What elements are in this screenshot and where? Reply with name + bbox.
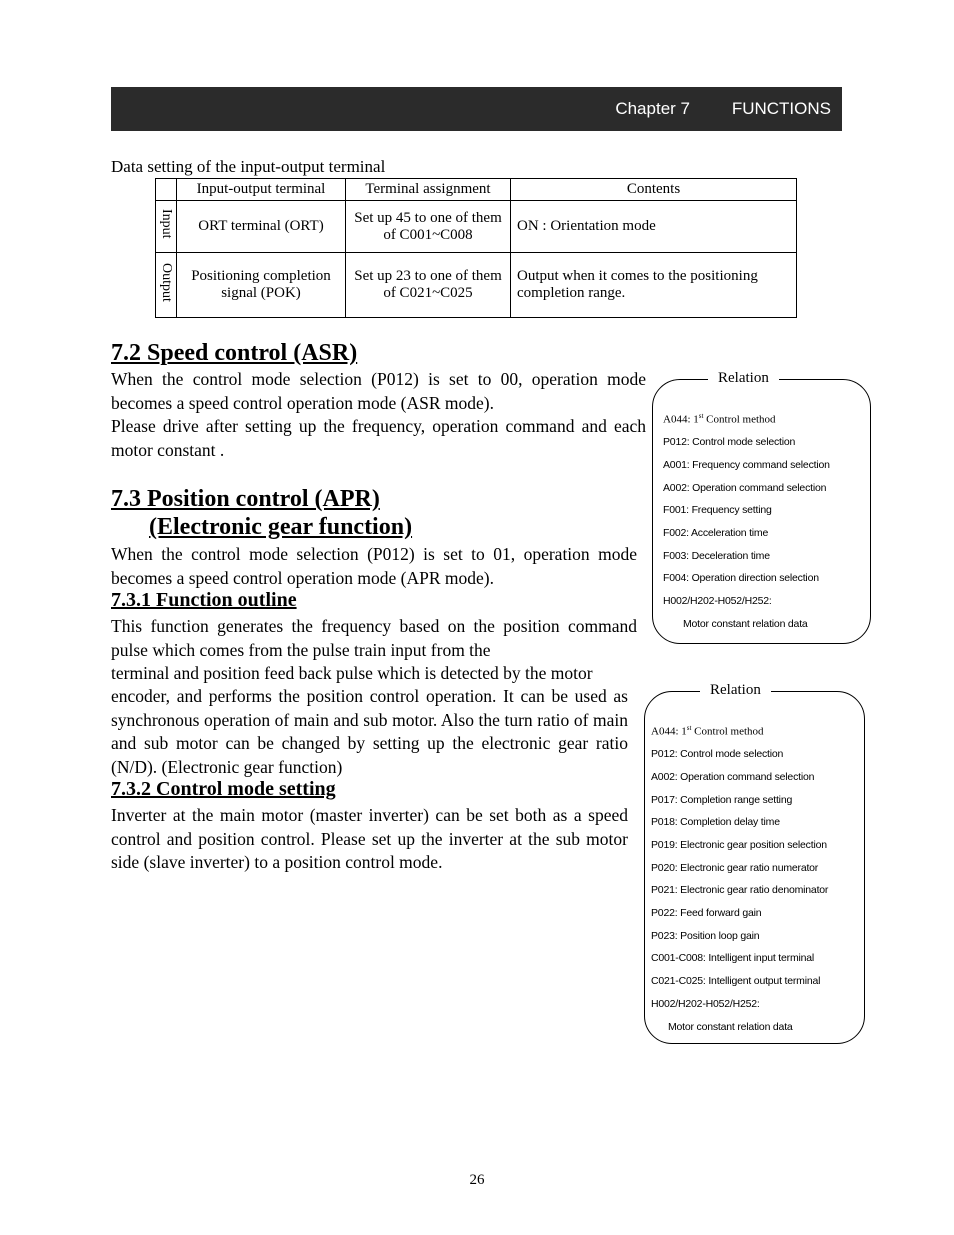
relation-title: Relation	[700, 682, 771, 699]
relation-item: A002: Operation command selection	[651, 771, 815, 783]
row-terminal: ORT terminal (ORT)	[177, 201, 346, 253]
relation-item: P012: Control mode selection	[651, 748, 784, 760]
header-contents: Contents	[511, 179, 797, 201]
relation-item: P017: Completion range setting	[651, 794, 793, 806]
heading-7-3-sub: (Electronic gear function)	[149, 514, 413, 540]
para-7-3-1-line3: terminal and position feed back pulse which is detected by the motor	[111, 663, 593, 683]
table-row	[156, 201, 797, 253]
relation-item: P019: Electronic gear position selection	[651, 839, 827, 851]
table-caption: Data setting of the input-output terminal	[111, 157, 386, 176]
page-number: 26	[469, 1172, 485, 1188]
relation-title: Relation	[708, 370, 779, 387]
relation-item: C021-C025: Intelligent output terminal	[651, 975, 821, 987]
row-assignment: Set up 23 to one of them of C021~C025	[346, 253, 511, 318]
row-side-label: Input	[156, 201, 177, 253]
relation-control-method: A044: 1st Control method	[663, 412, 776, 426]
relation-item: Motor constant relation data	[683, 618, 808, 630]
heading-7-3-2: 7.3.2 Control mode setting	[111, 778, 336, 800]
para-7-3-1-a: This function generates the frequency based on the position command pulse which comes from the pulse train input from the	[111, 616, 637, 660]
table-row	[156, 253, 797, 318]
relation-item: C001-C008: Intelligent input terminal	[651, 952, 815, 964]
relation-item: H002/H202-H052/H252:	[651, 998, 760, 1010]
chapter-header	[111, 87, 842, 131]
row-contents: ON : Orientation mode	[511, 201, 797, 253]
table-corner	[156, 179, 177, 201]
relation-item: F004: Operation direction selection	[663, 572, 819, 584]
relation-control-method: A044: 1st Control method	[651, 724, 764, 738]
relation-item: H002/H202-H052/H252:	[663, 595, 772, 607]
relation-item: P020: Electronic gear ratio numerator	[651, 862, 819, 874]
para-7-3-1-b: encoder, and performs the position control operation. It can be used as synchronous operation of main and sub motor. Also the turn ratio of main and sub motor can be changed by setting up the electronic gear ratio (N/D). (Electronic gear function)	[111, 686, 628, 777]
relation-item: P018: Completion delay time	[651, 816, 780, 828]
relation-item: Motor constant relation data	[668, 1021, 793, 1033]
row-assignment: Set up 45 to one of them of C001~C008	[346, 201, 511, 253]
io-terminal-table	[155, 178, 797, 318]
relation-item: A002: Operation command selection	[663, 482, 827, 494]
relation-item: P023: Position loop gain	[651, 930, 760, 942]
para-7-3: When the control mode selection (P012) is set to 01, operation mode becomes a speed control operation mode (APR mode).	[111, 544, 637, 588]
relation-item: A001: Frequency command selection	[663, 459, 830, 471]
heading-7-3-1: 7.3.1 Function outline	[111, 589, 297, 611]
header-terminal: Input-output terminal	[177, 179, 346, 201]
row-terminal: Positioning completion signal (POK)	[177, 253, 346, 318]
relation-item: F001: Frequency setting	[663, 504, 772, 516]
row-side-label: Output	[156, 253, 177, 318]
relation-box-apr	[644, 682, 865, 1044]
row-contents: Output when it comes to the positioning completion range.	[511, 253, 797, 318]
heading-7-3: 7.3 Position control (APR)	[111, 486, 380, 512]
chapter-section: FUNCTIONS	[731, 99, 831, 118]
header-assignment: Terminal assignment	[346, 179, 511, 201]
relation-item: P012: Control mode selection	[663, 436, 796, 448]
heading-7-2: 7.2 Speed control (ASR)	[111, 340, 358, 366]
para-7-2-a: When the control mode selection (P012) is set to 00, operation mode becomes a speed control operation mode (ASR mode).	[111, 369, 646, 413]
relation-item: F002: Acceleration time	[663, 527, 769, 539]
table-header-row	[156, 179, 797, 201]
para-7-3-2: Inverter at the main motor (master inverter) can be set both as a speed control and position control. Please set up the inverter at the sub motor side (slave inverter) to a position control mode.	[111, 805, 628, 872]
relation-box-asr	[652, 370, 871, 644]
chapter-label: Chapter 7	[615, 99, 690, 118]
relation-item: P022: Feed forward gain	[651, 907, 762, 919]
relation-item: F003: Deceleration time	[663, 550, 770, 562]
relation-item: P021: Electronic gear ratio denominator	[651, 884, 829, 896]
para-7-2-b: Please drive after setting up the frequency, operation command and each motor constant .	[111, 416, 646, 460]
